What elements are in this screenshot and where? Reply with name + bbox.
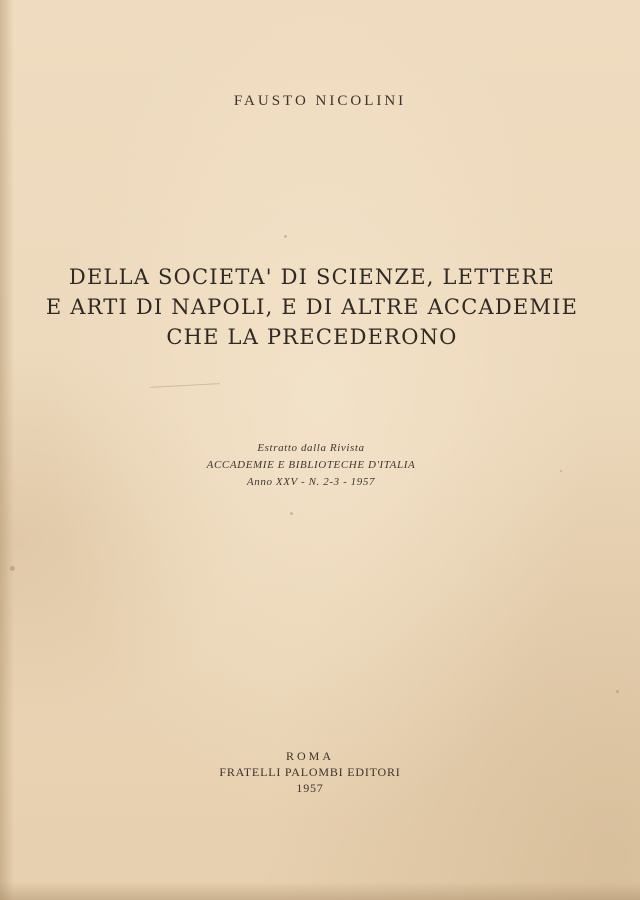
journal-name: ACCADEMIE E BIBLIOTECHE D'ITALIA [206,459,416,471]
publisher-block [0,748,620,796]
publisher-name: FRATELLI PALOMBI EDITORI [219,765,401,779]
title-line-2: E ARTI DI NAPOLI, E DI ALTRE ACCADEMIE [45,295,579,319]
foxing-spot [284,235,287,238]
foxing-spot [290,512,293,515]
paper-crease [150,383,220,388]
title-line-1: DELLA SOCIETA' DI SCIENZE, LETTERE [68,265,556,289]
publication-year: 1957 [296,781,324,795]
page-edge-shadow-bottom [0,882,640,900]
extract-note [0,440,622,491]
foxing-spot [10,566,15,571]
title-line-3: CHE LA PRECEDERONO [166,325,458,349]
book-title [40,262,584,352]
publisher-city: ROMA [285,749,334,763]
author-name: FAUSTO NICOLINI [233,93,407,109]
extract-source-label: Estratto dalla Rivista [257,442,365,454]
journal-issue: Anno XXV - N. 2-3 - 1957 [246,476,376,488]
foxing-spot [616,690,619,693]
